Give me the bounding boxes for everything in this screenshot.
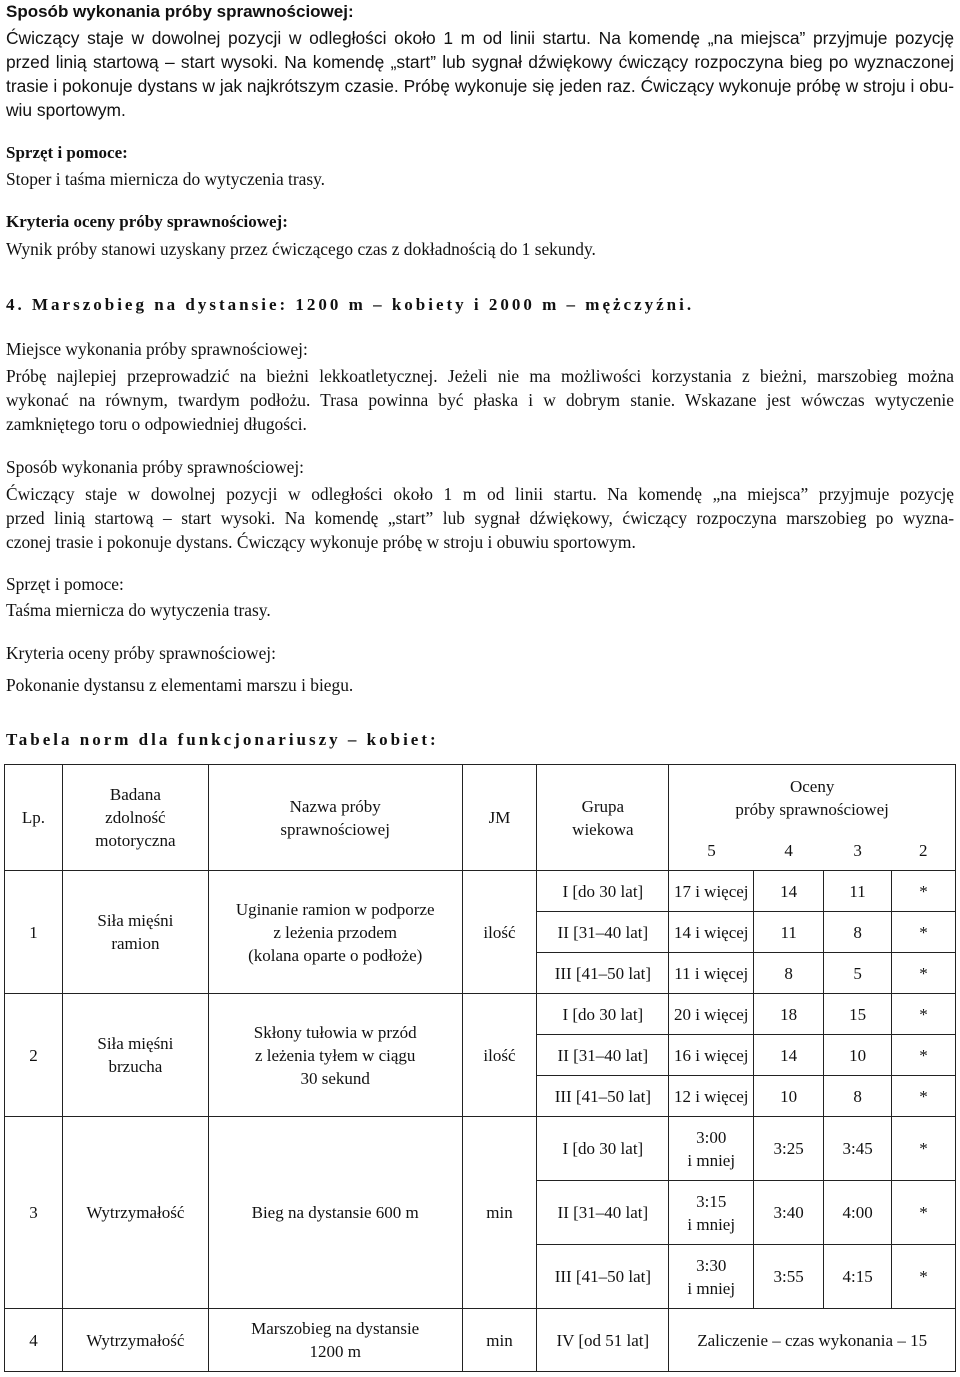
cell-grade-3: 4:00 <box>824 1181 892 1245</box>
table-header-row <box>5 765 956 831</box>
header-group-line: Grupa <box>581 796 625 816</box>
cell-note: Zaliczenie – czas wykonania – 15 <box>669 1309 956 1372</box>
norms-table <box>4 764 956 1372</box>
cell-group: I [do 30 lat] <box>537 994 669 1035</box>
paragraph-line: przed linią startową – start wysoki. Na komendę „start” lub sygnał dźwiękowy ćwiczący rozpoczyna bieg po wyznaczonej <box>6 52 954 72</box>
header-grade-4: 4 <box>754 831 824 871</box>
cell-motor: Wytrzymałość <box>62 1309 208 1372</box>
cell-grade-2: * <box>892 1117 956 1181</box>
cell-jm: min <box>462 1117 537 1309</box>
cell-name: Bieg na dystansie 600 m <box>208 1117 462 1309</box>
paragraph-line: Ćwiczący staje w dowolnej pozycji w odległości około 1 m od linii startu. Na komendę „na miejsca” przyjmuje pozycję <box>6 484 954 504</box>
paragraph-line: Taśma miernicza do wytyczenia trasy. <box>6 600 271 620</box>
cell-jm: ilość <box>462 994 537 1117</box>
table-row <box>5 1117 956 1181</box>
header-grades-line: próby sprawnościowej <box>735 799 889 819</box>
cell-motor <box>62 871 208 994</box>
cell-grade-5 <box>669 1181 754 1245</box>
paragraph-line: Wynik próby stanowi uzyskany przez ćwiczącego czas z dokładnością do 1 sekundy. <box>6 239 596 259</box>
section-heading: Kryteria oceny próby sprawnościowej: <box>6 643 276 663</box>
header-name-line: Nazwa próby <box>289 796 381 816</box>
cell-grade-4: 3:40 <box>754 1181 824 1245</box>
cell-group: III [41–50 lat] <box>537 953 669 994</box>
cell-motor <box>62 994 208 1117</box>
cell-grade-3: 8 <box>824 912 892 953</box>
header-group-line: wiekowa <box>572 819 634 839</box>
cell-line: brzucha <box>108 1057 163 1076</box>
paragraph-line: czonej trasie i pokonuje dystans. Ćwiczący wykonuje próbę w stroju i obuwiu sportowym. <box>6 532 636 552</box>
cell-grade-5: 12 i więcej <box>669 1076 754 1117</box>
cell-grade-2: * <box>892 912 956 953</box>
cell-grade-4: 11 <box>754 912 824 953</box>
header-name <box>208 765 462 871</box>
cell-grade-4: 8 <box>754 953 824 994</box>
cell-grade-3: 10 <box>824 1035 892 1076</box>
table-row <box>5 1309 956 1372</box>
cell-grade-5 <box>669 1245 754 1309</box>
paragraph-line: Pokonanie dystansu z elementami marszu i biegu. <box>6 675 354 695</box>
cell-grade-3: 8 <box>824 1076 892 1117</box>
cell-name <box>208 994 462 1117</box>
cell-line: i mniej <box>687 1278 736 1298</box>
section-heading: Sposób wykonania próby sprawnościowej: <box>6 457 305 477</box>
cell-lp: 1 <box>5 871 63 994</box>
cell-grade-3: 11 <box>824 871 892 912</box>
paragraph-line: przed linią startową – start wysoki. Na komendę „start” lub sygnał dźwiękowy, ćwiczący rozpoczyna marszobieg po wyzna- <box>6 508 954 528</box>
section-heading: Miejsce wykonania próby sprawnościowej: <box>6 339 308 359</box>
cell-group: II [31–40 lat] <box>537 1035 669 1076</box>
cell-name <box>208 1309 462 1372</box>
cell-name <box>208 871 462 994</box>
cell-line: Siła mięśni <box>97 1034 174 1053</box>
header-motor <box>62 765 208 871</box>
cell-grade-2: * <box>892 953 956 994</box>
table-row <box>5 871 956 912</box>
header-motor-line: Badana <box>109 785 161 804</box>
cell-group: II [31–40 lat] <box>537 912 669 953</box>
cell-line: 3:15 <box>696 1191 727 1211</box>
cell-jm: ilość <box>462 871 537 994</box>
cell-grade-3: 4:15 <box>824 1245 892 1309</box>
cell-line: Marszobieg na dystansie <box>251 1319 420 1338</box>
header-grade-2: 2 <box>892 831 956 871</box>
cell-line: 3:00 <box>696 1127 727 1147</box>
cell-line: 3:30 <box>696 1255 727 1275</box>
cell-grade-2: * <box>892 1035 956 1076</box>
cell-lp: 4 <box>5 1309 63 1372</box>
header-group <box>537 765 669 871</box>
cell-group: I [do 30 lat] <box>537 1117 669 1181</box>
section-heading: Kryteria oceny próby sprawnościowej: <box>6 212 288 231</box>
cell-grade-5: 14 i więcej <box>669 912 754 953</box>
section-heading: Sprzęt i pomoce: <box>6 143 128 162</box>
header-grade-3: 3 <box>824 831 892 871</box>
header-motor-line: zdolność <box>105 808 166 827</box>
cell-motor: Wytrzymałość <box>62 1117 208 1309</box>
cell-line: i mniej <box>687 1150 736 1170</box>
cell-grade-3: 15 <box>824 994 892 1035</box>
paragraph-line: Próbę najlepiej przeprowadzić na bieżni lekkoatletycznej. Jeżeli nie ma możliwości korzystania z bieżni, marszobieg można <box>6 366 954 386</box>
cell-jm: min <box>462 1309 537 1372</box>
cell-line: 1200 m <box>309 1342 361 1361</box>
cell-grade-5: 16 i więcej <box>669 1035 754 1076</box>
header-motor-line: motoryczna <box>95 831 176 850</box>
cell-line: i mniej <box>687 1214 736 1234</box>
cell-line: z leżenia tyłem w ciągu <box>254 1045 416 1065</box>
cell-line: 30 sekund <box>300 1068 370 1088</box>
cell-grade-4: 10 <box>754 1076 824 1117</box>
cell-grade-5: 17 i więcej <box>669 871 754 912</box>
cell-grade-2: * <box>892 1245 956 1309</box>
section-title: 4. Marszobieg na dystansie: 1200 m – kobiety i 2000 m – mężczyźni. <box>6 295 695 314</box>
cell-group: III [41–50 lat] <box>537 1245 669 1309</box>
cell-grade-4: 18 <box>754 994 824 1035</box>
cell-lp: 2 <box>5 994 63 1117</box>
cell-grade-5: 20 i więcej <box>669 994 754 1035</box>
cell-grade-4: 14 <box>754 871 824 912</box>
cell-line: Siła mięśni <box>97 911 174 930</box>
header-name-line: sprawnościowej <box>280 819 390 839</box>
paragraph-line: zamkniętego toru o odpowiedniej długości. <box>6 414 307 434</box>
cell-line: z leżenia przodem <box>273 922 398 942</box>
paragraph-line: wykonać na równym, twardym podłożu. Trasa powinna być płaska i w dobrym stanie. Wskazane jest wówczas wytyczenie <box>6 390 954 410</box>
cell-grade-2: * <box>892 1181 956 1245</box>
cell-grade-3: 3:45 <box>824 1117 892 1181</box>
paragraph-line: Ćwiczący staje w dowolnej pozycji w odległości około 1 m od linii startu. Na komendę „na miejsca” przyjmuje pozycję <box>6 28 954 48</box>
table-row <box>5 994 956 1035</box>
cell-grade-2: * <box>892 871 956 912</box>
cell-group: I [do 30 lat] <box>537 871 669 912</box>
cell-grade-4: 3:25 <box>754 1117 824 1181</box>
cell-grade-5: 11 i więcej <box>669 953 754 994</box>
cell-line: Uginanie ramion w podporze <box>235 899 435 919</box>
cell-grade-5 <box>669 1117 754 1181</box>
cell-grade-2: * <box>892 1076 956 1117</box>
cell-grade-4: 3:55 <box>754 1245 824 1309</box>
cell-line: Skłony tułowia w przód <box>253 1022 417 1042</box>
section-heading: Sprzęt i pomoce: <box>6 574 124 594</box>
header-lp: Lp. <box>5 765 63 871</box>
table-title: Tabela norm dla funkcjonariuszy – kobiet: <box>6 730 439 749</box>
cell-grade-3: 5 <box>824 953 892 994</box>
cell-group: III [41–50 lat] <box>537 1076 669 1117</box>
cell-grade-4: 14 <box>754 1035 824 1076</box>
section-heading: Sposób wykonania próby sprawnościowej: <box>6 2 354 21</box>
paragraph-line: wiu sportowym. <box>6 100 126 120</box>
header-jm: JM <box>462 765 537 871</box>
cell-group: IV [od 51 lat] <box>537 1309 669 1372</box>
cell-group: II [31–40 lat] <box>537 1181 669 1245</box>
cell-line: ramion <box>111 934 160 953</box>
header-grade-5: 5 <box>669 831 754 871</box>
cell-line: (kolana oparte o podłoże) <box>248 945 423 965</box>
paragraph-line: Stoper i taśma miernicza do wytyczenia trasy. <box>6 169 326 189</box>
header-grades-line: Oceny <box>789 776 835 796</box>
cell-grade-2: * <box>892 994 956 1035</box>
paragraph-line: trasie i pokonuje dystans w jak najkrótszym czasie. Próbę wykonuje się jeden raz. Ćwiczący wykonuje próbę w stroju i obu- <box>6 76 954 96</box>
cell-lp: 3 <box>5 1117 63 1309</box>
header-grades <box>669 765 956 831</box>
